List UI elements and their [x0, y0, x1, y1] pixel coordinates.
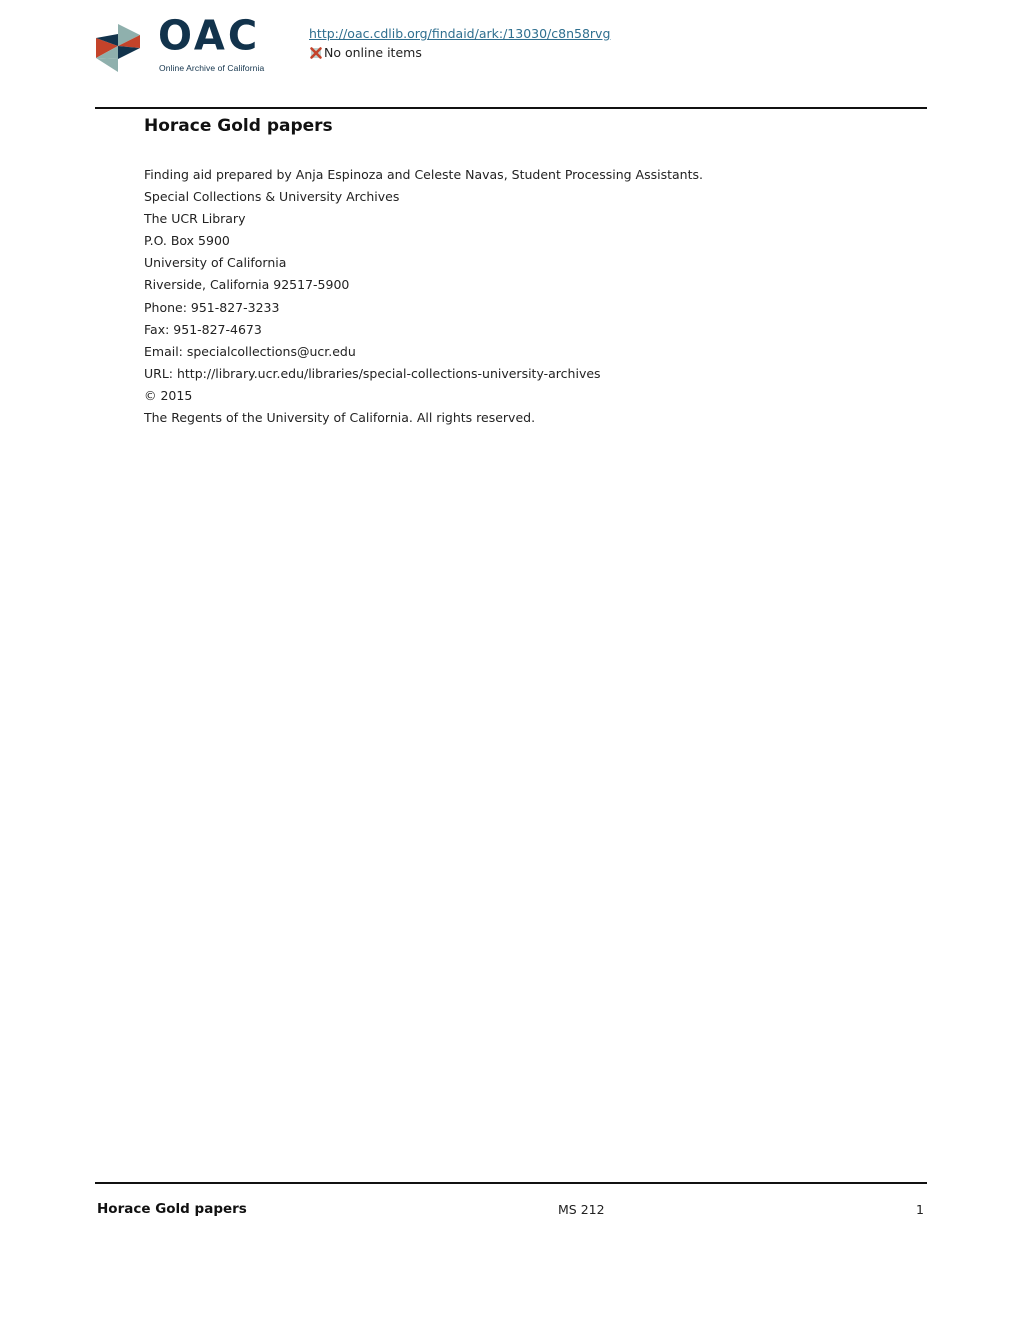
footer-collection-id: MS 212 [558, 1202, 605, 1217]
footer-page-number: 1 [916, 1202, 924, 1217]
repository-info [144, 164, 703, 429]
po-box-line: P.O. Box 5900 [144, 233, 230, 249]
university-line: University of California [144, 255, 287, 271]
oac-logo-tagline: Online Archive of California [159, 63, 265, 73]
online-status-text: No online items [324, 45, 422, 60]
url-line: URL: http://library.ucr.edu/libraries/special-collections-university-archives [144, 365, 601, 381]
oac-logo-mark-icon [94, 24, 142, 72]
page-title: Horace Gold papers [144, 116, 333, 136]
oac-logo[interactable] [94, 12, 265, 74]
ark-link[interactable]: http://oac.cdlib.org/findaid/ark:/13030/c8n58rvg [309, 26, 611, 41]
header-divider [95, 107, 927, 109]
copyright-year-line: © 2015 [144, 387, 193, 403]
oac-logo-wordmark: OAC [158, 12, 261, 60]
footer-title: Horace Gold papers [97, 1201, 247, 1217]
rights-line: The Regents of the University of California. All rights reserved. [144, 410, 536, 426]
email-line: Email: specialcollections@ucr.edu [144, 343, 356, 359]
no-online-items-icon [309, 46, 323, 60]
library-line: The UCR Library [144, 211, 246, 227]
phone-line: Phone: 951-827-3233 [144, 299, 280, 315]
prepared-by-line: Finding aid prepared by Anja Espinoza and Celeste Navas, Student Processing Assistants. [144, 167, 703, 182]
city-line: Riverside, California 92517-5900 [144, 277, 350, 293]
footer-divider [95, 1182, 927, 1184]
fax-line: Fax: 951-827-4673 [144, 321, 262, 337]
repository-name-line: Special Collections & University Archives [144, 189, 400, 205]
online-status [309, 45, 422, 60]
